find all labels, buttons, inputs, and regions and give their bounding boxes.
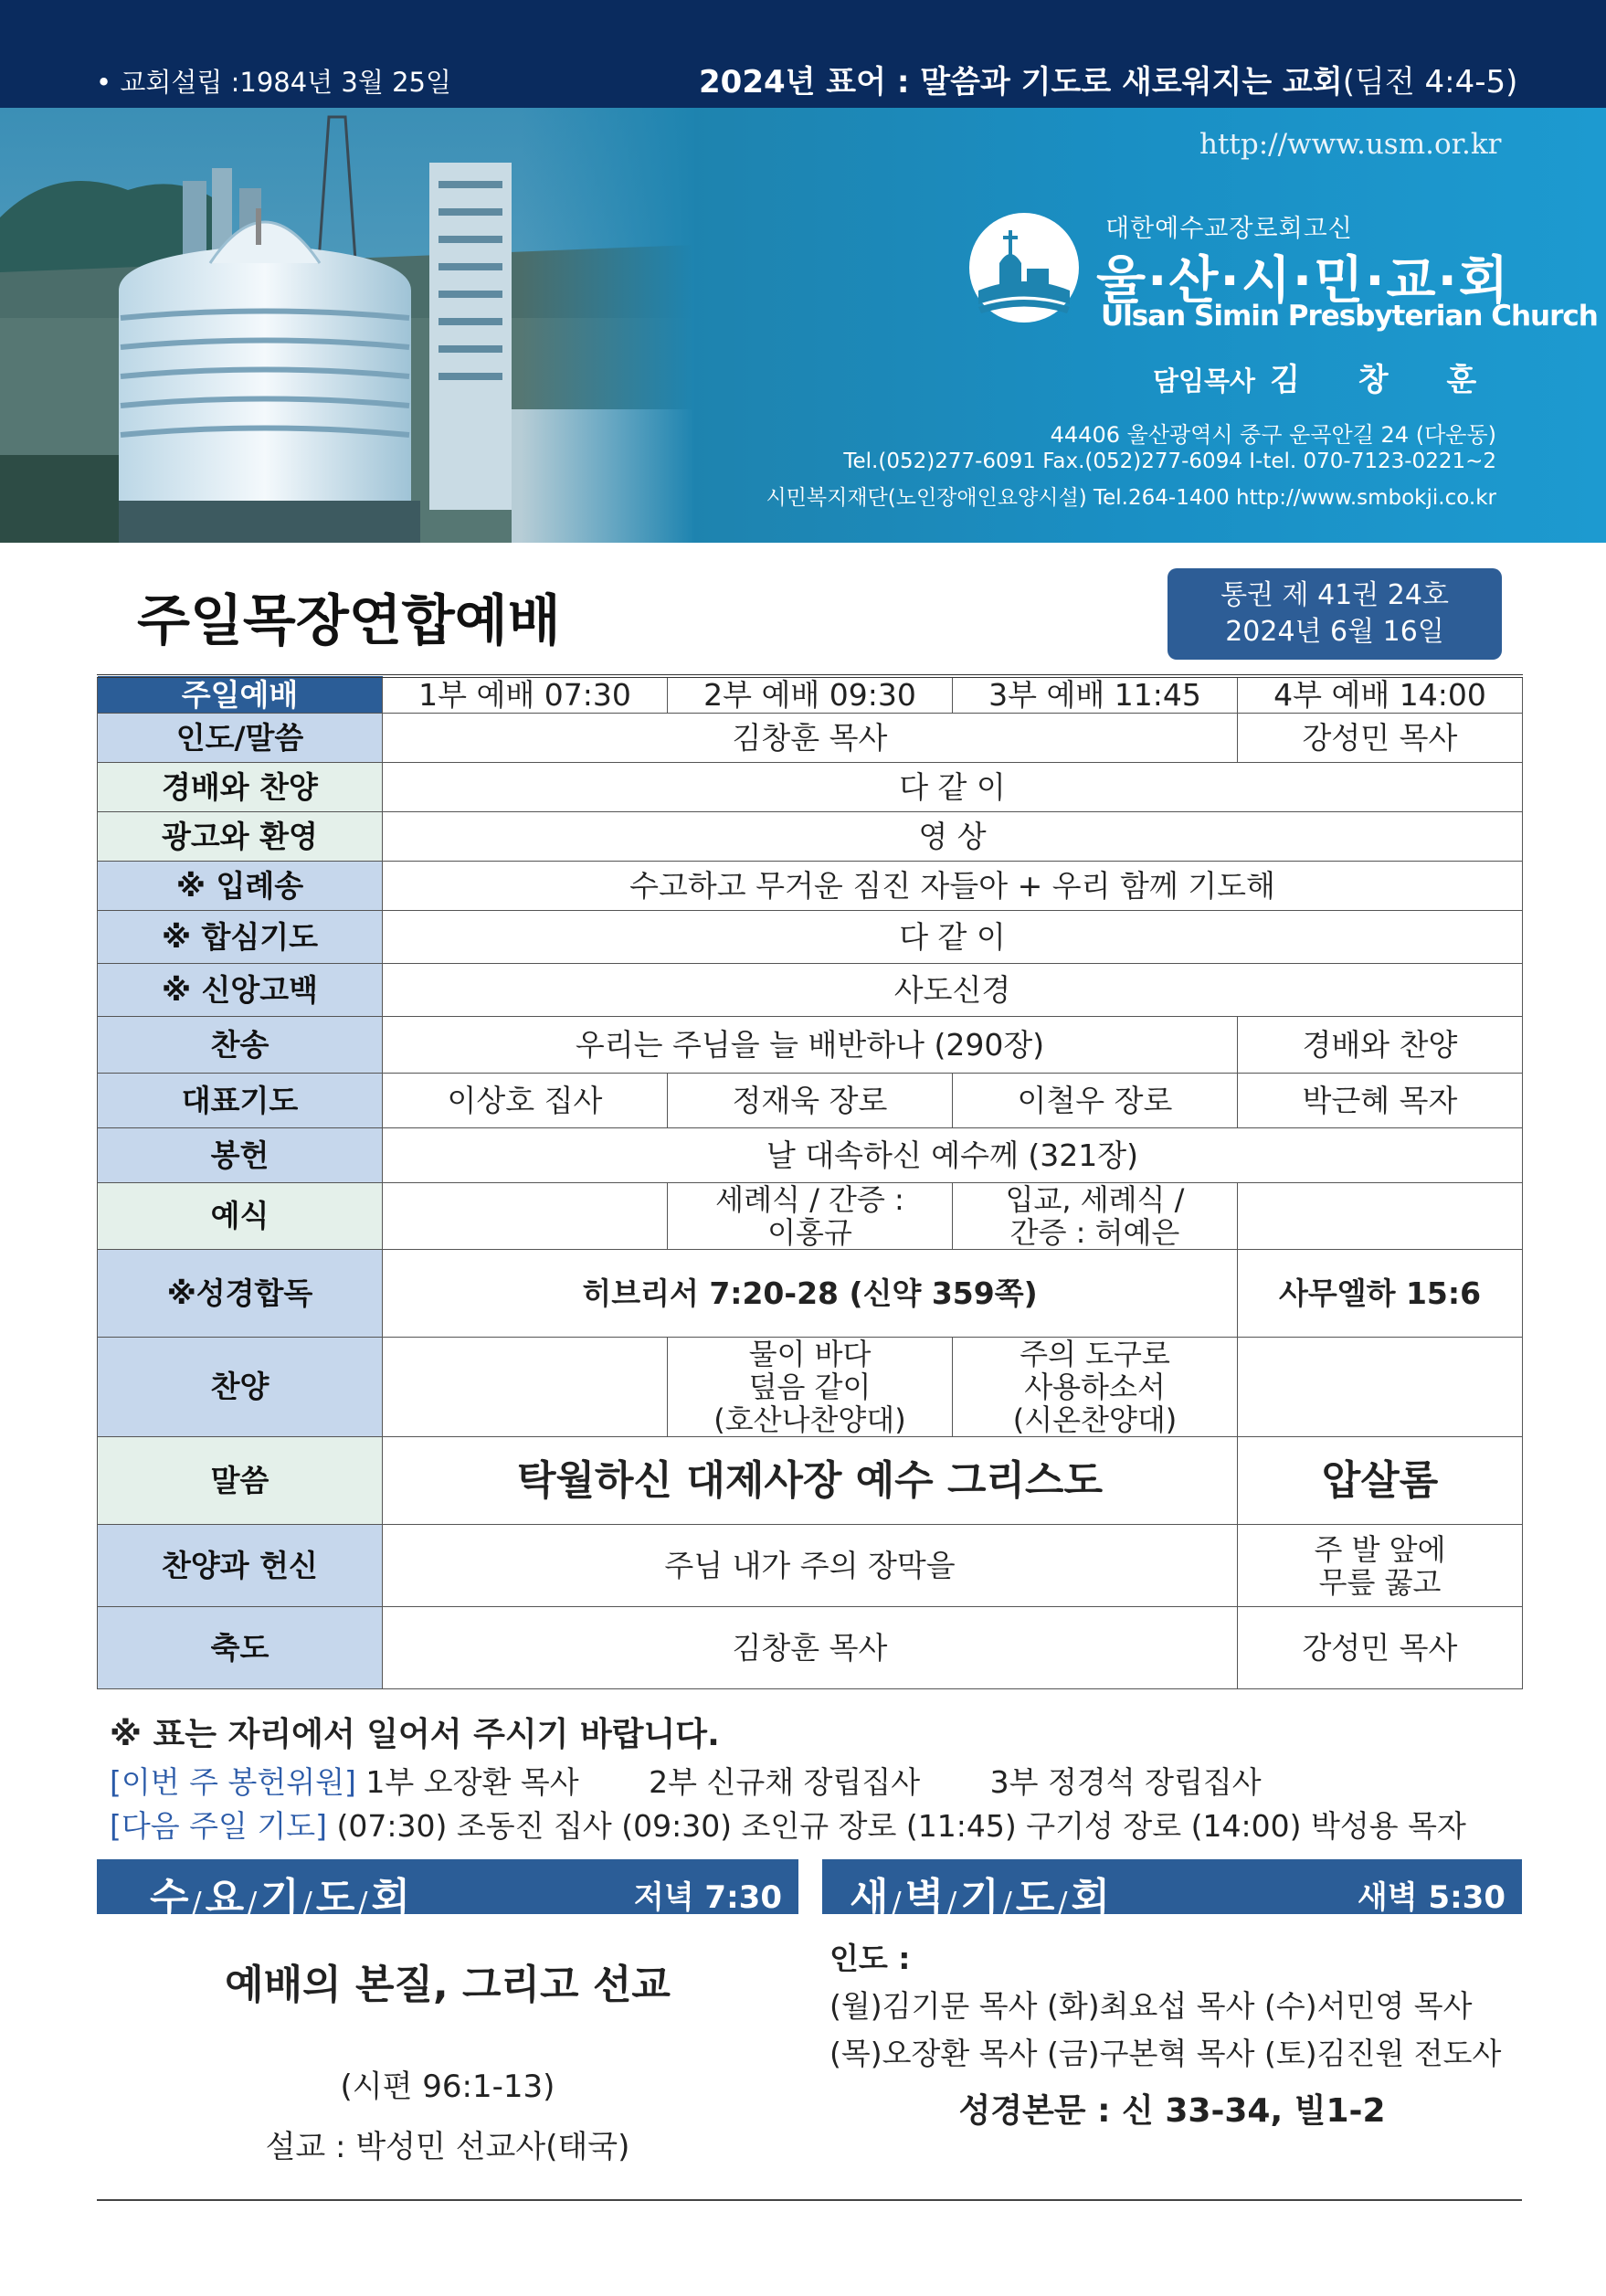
church-address: 44406 울산광역시 중구 운곡안길 24 (다운동)	[1050, 422, 1496, 448]
table-row	[98, 1607, 1523, 1689]
bottom-divider	[97, 2199, 1522, 2201]
table-row	[98, 763, 1523, 812]
row-label: ※ 신앙고백	[98, 964, 383, 1017]
table-cell: 이철우 장로	[953, 1074, 1238, 1128]
table-cell: 4부 예배 14:00	[1238, 676, 1523, 714]
title-char: 회	[371, 1875, 411, 1921]
table-cell: 경배와 찬양	[1238, 1017, 1523, 1074]
table-cell: 박근혜 목자	[1238, 1074, 1523, 1128]
title-char: 수	[150, 1875, 189, 1921]
established-date: • 교회설립 :1984년 3월 25일	[96, 67, 452, 98]
contact-phones: Tel.(052)277-6091 Fax.(052)277-6094 I-tel. 070-7123-0221~2	[843, 450, 1496, 473]
next-prayer-names: (07:30) 조동진 집사 (09:30) 조인규 장로 (11:45) 구기성 장로 (14:00) 박성용 목자	[336, 1808, 1466, 1844]
row-label: 말씀	[98, 1437, 383, 1525]
senior-pastor	[1153, 354, 1500, 399]
table-row	[98, 1017, 1523, 1074]
table-cell: 날 대속하신 예수께 (321장)	[383, 1128, 1523, 1183]
dawn-leader-label: 인도 :	[829, 1941, 911, 1976]
top-bar	[0, 0, 1606, 108]
table-cell: 3부 예배 11:45	[953, 676, 1238, 714]
issue-number: 통권 제 41권 24호	[1220, 579, 1449, 611]
table-cell: 1부 예배 07:30	[383, 676, 668, 714]
wednesday-scripture: (시편 96:1-13)	[340, 2069, 555, 2105]
title-char: 요	[205, 1875, 245, 1921]
table-cell: 이상호 집사	[383, 1074, 668, 1128]
table-cell: 탁월하신 대제사장 예수 그리스도	[383, 1437, 1238, 1525]
table-row	[98, 862, 1523, 911]
wednesday-speaker: 설교 : 박성민 선교사(태국)	[265, 2129, 630, 2165]
dawn-prayer-time: 새벽 5:30	[1357, 1879, 1506, 1916]
table-row	[98, 1525, 1523, 1607]
table-row	[98, 812, 1523, 862]
table-row	[98, 1250, 1523, 1338]
table-cell: 우리는 주님을 늘 배반하나 (290장)	[383, 1017, 1238, 1074]
table-cell: 수고하고 무거운 짐진 자들아 + 우리 함께 기도해	[383, 862, 1523, 911]
row-label: ※ 입례송	[98, 862, 383, 911]
table-row	[98, 1183, 1523, 1250]
table-row	[98, 911, 1523, 964]
title-char: 기	[960, 1875, 999, 1921]
table-cell: 주님 내가 주의 장막을	[383, 1525, 1238, 1607]
dawn-prayer-header	[822, 1859, 1522, 1921]
next-prayer-label: [다음 주일 기도]	[110, 1808, 327, 1844]
row-label: 경배와 찬양	[98, 763, 383, 812]
pastor-label: 담임목사	[1153, 365, 1256, 397]
table-cell: 사무엘하 15:6	[1238, 1250, 1523, 1338]
dawn-scripture: 성경본문 : 신 33-34, 빌1-2	[958, 2092, 1386, 2130]
church-logo-icon	[965, 208, 1083, 327]
title-char: 벽	[904, 1875, 945, 1921]
table-cell	[1238, 1338, 1523, 1437]
table-row	[98, 714, 1523, 763]
motto-reference: (딤전 4:4-5)	[1342, 64, 1518, 101]
title-char: 회	[1071, 1875, 1111, 1921]
row-label: 인도/말씀	[98, 714, 383, 763]
yearly-motto	[699, 57, 1517, 101]
title-char: 새	[850, 1875, 889, 1921]
table-cell: 다 같 이	[383, 763, 1523, 812]
table-cell: 압살롬	[1238, 1437, 1523, 1525]
table-cell: 김창훈 목사	[383, 714, 1238, 763]
row-label: ※ 합심기도	[98, 911, 383, 964]
offering-committee-names: 1부 오장환 목사 2부 신규채 장립집사 3부 정경석 장립집사	[365, 1764, 1262, 1800]
table-cell: 물이 바다 덮음 같이 (호산나찬양대)	[668, 1338, 953, 1437]
table-cell: 입교, 세례식 / 간증 : 허예은	[953, 1183, 1238, 1250]
church-building-photo	[0, 108, 694, 543]
title-char: 도	[315, 1875, 355, 1921]
table-cell: 주의 도구로 사용하소서 (시온찬양대)	[953, 1338, 1238, 1437]
table-cell: 정재욱 장로	[668, 1074, 953, 1128]
table-cell: 다 같 이	[383, 911, 1523, 964]
table-cell: 강성민 목사	[1238, 714, 1523, 763]
row-label: 찬송	[98, 1017, 383, 1074]
service-title: 주일목장연합예배	[137, 589, 561, 653]
dawn-prayer-title: 새 /벽 /기 /도 /회	[850, 1875, 1111, 1921]
wednesday-prayer-time: 저녁 7:30	[633, 1879, 782, 1916]
table-cell	[383, 1338, 668, 1437]
row-label: 예식	[98, 1183, 383, 1250]
motto-text: 2024년 표어 : 말씀과 기도로 새로워지는 교회	[699, 64, 1343, 101]
church-banner	[0, 108, 1606, 543]
table-row	[98, 964, 1523, 1017]
offering-committee	[110, 1759, 1262, 1802]
table-cell: 히브리서 7:20-28 (신약 359쪽)	[383, 1250, 1238, 1338]
row-label: 축도	[98, 1607, 383, 1689]
table-cell: 김창훈 목사	[383, 1607, 1238, 1689]
church-name-english: Ulsan Simin Presbyterian Church	[1101, 300, 1598, 333]
church-name: 울·산·시·민·교·회	[1096, 251, 1510, 311]
denomination: 대한예수교장로회고신	[1105, 215, 1353, 243]
row-label: ※성경합독	[98, 1250, 383, 1338]
website-link[interactable]: http://www.usm.or.kr	[1199, 128, 1502, 161]
table-row	[98, 1437, 1523, 1525]
dawn-leaders-line-1: (월)김기문 목사 (화)최요섭 목사 (수)서민영 목사	[829, 1988, 1473, 2024]
table-cell: 주 발 앞에 무릎 꿇고	[1238, 1525, 1523, 1607]
table-cell: 강성민 목사	[1238, 1607, 1523, 1689]
title-char: 기	[260, 1875, 300, 1921]
service-times-row	[98, 676, 1523, 714]
offering-committee-label: [이번 주 봉헌위원]	[110, 1764, 356, 1800]
worship-order-table	[97, 674, 1523, 1689]
table-cell	[1238, 1183, 1523, 1250]
table-row	[98, 1128, 1523, 1183]
wednesday-prayer-header	[97, 1859, 798, 1921]
row-label: 대표기도	[98, 1074, 383, 1128]
row-label: 찬양과 헌신	[98, 1525, 383, 1607]
wednesday-sermon-title: 예배의 본질, 그리고 선교	[225, 1962, 671, 2008]
table-row	[98, 1074, 1523, 1128]
pastor-name: 김 창 훈	[1270, 362, 1501, 398]
row-label: 광고와 환영	[98, 812, 383, 862]
table-row	[98, 1338, 1523, 1437]
issue-date: 2024년 6월 16일	[1225, 616, 1444, 648]
issue-box	[1168, 568, 1502, 660]
table-cell	[383, 1183, 668, 1250]
stand-note: ※ 표는 자리에서 일어서 주시기 바랍니다.	[110, 1716, 720, 1753]
row-label: 봉헌	[98, 1128, 383, 1183]
welfare-foundation: 시민복지재단(노인장애인요양시설) Tel.264-1400 http://www.smbokji.co.kr	[766, 486, 1496, 510]
dawn-leaders-line-2: (목)오장환 목사 (금)구본혁 목사 (토)김진원 전도사	[829, 2036, 1502, 2071]
table-cell: 세례식 / 간증 : 이홍규	[668, 1183, 953, 1250]
title-char: 도	[1015, 1875, 1055, 1921]
wednesday-prayer-title: 수 /요 /기 /도 /회	[150, 1875, 411, 1921]
row-label: 찬양	[98, 1338, 383, 1437]
table-cell: 사도신경	[383, 964, 1523, 1017]
row-label: 주일예배	[98, 676, 383, 714]
table-cell: 2부 예배 09:30	[668, 676, 953, 714]
next-prayer	[110, 1803, 1466, 1846]
table-cell: 영 상	[383, 812, 1523, 862]
